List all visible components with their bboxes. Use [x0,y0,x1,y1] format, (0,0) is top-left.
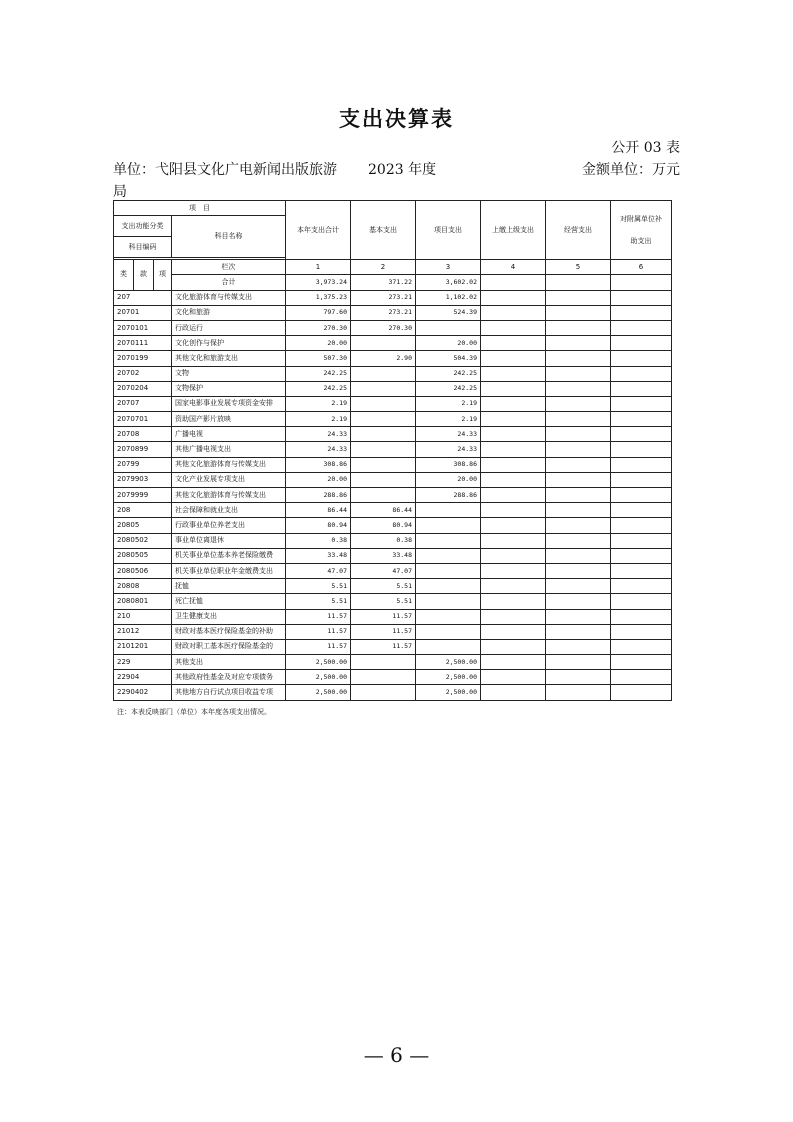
amount-cell [351,427,416,442]
amount-cell [481,639,546,654]
amount-cell [481,488,546,503]
amount-cell [351,685,416,700]
amount-cell [546,336,611,351]
subject-name: 抚恤 [172,579,286,594]
amount-cell [611,457,672,472]
table-row [114,305,672,320]
subject-name: 文化旅游体育与传媒支出 [172,290,286,305]
amount-cell [611,518,672,533]
amount-cell: 47.07 [286,563,351,578]
col-header-project: 项目支出 [416,201,481,260]
subject-name: 文物保护 [172,381,286,396]
amount-cell [416,548,481,563]
col-header-basic: 基本支出 [351,201,416,260]
subject-name: 财政对职工基本医疗保险基金的 [172,639,286,654]
amount-cell: 288.86 [416,488,481,503]
subject-name: 文物 [172,366,286,381]
amount-cell [611,639,672,654]
subject-name: 社会保障和就业支出 [172,503,286,518]
subject-name: 其他文化旅游体育与传媒支出 [172,457,286,472]
amount-cell: 33.48 [286,548,351,563]
subject-name: 财政对基本医疗保险基金的补助 [172,624,286,639]
amount-cell [416,503,481,518]
amount-cell: 242.25 [416,366,481,381]
subject-name: 文化产业发展专项支出 [172,472,286,487]
amount-cell [481,594,546,609]
amount-cell [481,366,546,381]
table-row [114,488,672,503]
amount-cell [546,381,611,396]
amount-cell [546,655,611,670]
amount-cell: 2.19 [416,412,481,427]
form-number: 公开 03 表 [611,140,680,156]
subject-name: 国家电影事业发展专项资金安排 [172,396,286,411]
amount-cell: 11.57 [351,624,416,639]
amount-cell: 86.44 [286,503,351,518]
amount-cell [481,396,546,411]
amount-cell [611,594,672,609]
subject-code: 2079999 [114,488,172,503]
amount-cell [546,457,611,472]
col-header-subsidiary-line1: 对附属单位补 [620,215,662,224]
amount-cell: 797.60 [286,305,351,320]
subject-code: 229 [114,655,172,670]
subject-code: 2290402 [114,685,172,700]
amount-cell: 2.19 [416,396,481,411]
table-row [114,396,672,411]
amount-cell [546,579,611,594]
amount-cell [416,563,481,578]
table-row [114,518,672,533]
amount-cell [416,609,481,624]
amount-cell: 24.33 [416,442,481,457]
amount-cell: 47.07 [351,563,416,578]
amount-cell [481,533,546,548]
subject-name: 机关事业单位基本养老保险缴费 [172,548,286,563]
amount-cell [351,472,416,487]
subject-code: 208 [114,503,172,518]
total-value: 3,602.02 [416,275,481,290]
table-row [114,366,672,381]
subject-name: 其他支出 [172,655,286,670]
amount-cell [351,381,416,396]
amount-cell [481,457,546,472]
col-number: 3 [416,260,481,275]
page-number: — 6 — [363,1043,430,1067]
subject-code: 2070111 [114,336,172,351]
amount-cell [611,351,672,366]
amount-cell [481,503,546,518]
amount-cell: 308.86 [286,457,351,472]
sub-header-category: 类 [114,260,134,290]
amount-cell [481,563,546,578]
amount-cell [546,533,611,548]
subject-code: 20805 [114,518,172,533]
amount-cell [546,670,611,685]
col-number: 1 [286,260,351,275]
amount-cell [611,320,672,335]
amount-cell: 270.30 [351,320,416,335]
code-header-1: 支出功能分类 [114,216,172,237]
amount-cell [351,396,416,411]
col-header-subsidiary-line2: 助支出 [630,237,652,246]
amount-cell [416,533,481,548]
amount-cell [611,472,672,487]
total-value: 371.22 [351,275,416,290]
amount-cell [546,609,611,624]
amount-cell: 273.21 [351,305,416,320]
amount-cell [546,685,611,700]
table-row [114,624,672,639]
amount-cell [546,427,611,442]
amount-cell [611,442,672,457]
amount-cell [546,518,611,533]
amount-cell [546,548,611,563]
amount-cell [611,290,672,305]
subject-code: 2070101 [114,320,172,335]
amount-cell: 242.25 [286,381,351,396]
amount-cell [416,518,481,533]
subject-name: 行政运行 [172,320,286,335]
page-title: 支出决算表 [339,107,454,131]
subject-name: 其他地方自行试点项目收益专项 [172,685,286,700]
amount-cell: 5.51 [351,579,416,594]
table-row [114,594,672,609]
amount-cell: 242.25 [416,381,481,396]
subject-code: 21012 [114,624,172,639]
table-row [114,427,672,442]
table-row [114,563,672,578]
table-row [114,533,672,548]
unit-label: 单位：弋阳县文化广电新闻出版旅游局 [113,162,337,200]
amount-cell [351,336,416,351]
amount-cell [481,290,546,305]
col-number: 4 [481,260,546,275]
table-row [114,336,672,351]
amount-cell [546,624,611,639]
col-number: 5 [546,260,611,275]
amount-cell [546,351,611,366]
amount-cell: 11.57 [286,624,351,639]
sub-header-section: 款 [134,260,154,290]
table-row [114,381,672,396]
col-number: 6 [611,260,672,275]
subject-code: 20708 [114,427,172,442]
table-row [114,472,672,487]
amount-cell [416,579,481,594]
amount-cell: 24.33 [286,442,351,457]
amount-cell [611,624,672,639]
amount-cell [481,685,546,700]
amount-cell: 24.33 [286,427,351,442]
table-row [114,503,672,518]
sub-header-item: 项 [154,260,172,290]
subject-code: 20808 [114,579,172,594]
subject-code: 20707 [114,396,172,411]
subject-name: 资助国产影片放映 [172,412,286,427]
subject-code: 2101201 [114,639,172,654]
amount-cell [611,655,672,670]
col-header-total: 本年支出合计 [286,201,351,260]
col-header-subsidiary [611,201,672,260]
amount-cell: 2.19 [286,396,351,411]
amount-cell: 5.51 [286,594,351,609]
total-value: 3,973.24 [286,275,351,290]
amount-cell [611,503,672,518]
amount-cell [481,427,546,442]
col-number: 2 [351,260,416,275]
amount-cell [351,412,416,427]
amount-cell: 11.57 [286,609,351,624]
table-row [114,685,672,700]
expenditure-table [113,200,672,701]
header-row-item [114,201,672,216]
amount-cell [546,563,611,578]
table-row [114,548,672,563]
subject-code: 2080502 [114,533,172,548]
amount-cell [416,624,481,639]
amount-cell [481,472,546,487]
subject-name: 文化创作与保护 [172,336,286,351]
amount-cell: 2,500.00 [416,670,481,685]
subject-code: 2070899 [114,442,172,457]
subject-name: 其他广播电视支出 [172,442,286,457]
amount-cell [481,518,546,533]
subject-code: 2080506 [114,563,172,578]
table-row [114,639,672,654]
subject-code: 20799 [114,457,172,472]
amount-cell: 308.86 [416,457,481,472]
subject-name: 其他政府性基金及对应专项债务 [172,670,286,685]
amount-cell [351,366,416,381]
row-index-label: 栏次 [172,260,286,275]
amount-cell [611,609,672,624]
amount-cell [481,412,546,427]
amount-cell: 20.00 [286,336,351,351]
amount-cell [611,336,672,351]
amount-cell: 0.38 [286,533,351,548]
amount-cell [351,670,416,685]
amount-cell [546,503,611,518]
amount-cell [611,548,672,563]
amount-cell: 20.00 [416,472,481,487]
column-number-row [114,260,672,275]
amount-cell [481,548,546,563]
amount-cell [481,609,546,624]
amount-cell [611,396,672,411]
amount-cell: 270.30 [286,320,351,335]
amount-cell: 24.33 [416,427,481,442]
subject-code: 2080801 [114,594,172,609]
col-header-remit: 上缴上级支出 [481,201,546,260]
subject-name: 广播电视 [172,427,286,442]
amount-cell [546,305,611,320]
table-row [114,442,672,457]
name-header: 科目名称 [172,216,286,258]
amount-cell [481,579,546,594]
subject-code: 210 [114,609,172,624]
amount-cell [351,488,416,503]
amount-cell [611,533,672,548]
amount-cell [481,670,546,685]
total-label: 合计 [172,275,286,290]
total-value [481,275,546,290]
table-row [114,412,672,427]
table-note: 注：本表反映部门（单位）本年度各项支出情况。 [117,708,271,716]
amount-cell [546,396,611,411]
amount-cell: 5.51 [286,579,351,594]
amount-cell [351,457,416,472]
subject-name: 机关事业单位职业年金缴费支出 [172,563,286,578]
amount-cell: 288.86 [286,488,351,503]
amount-cell [481,624,546,639]
amount-cell [611,305,672,320]
amount-cell [611,579,672,594]
amount-cell: 504.39 [416,351,481,366]
amount-cell [546,442,611,457]
col-header-operating: 经营支出 [546,201,611,260]
total-value [546,275,611,290]
subject-name: 事业单位离退休 [172,533,286,548]
amount-cell: 2,500.00 [416,655,481,670]
amount-cell [611,366,672,381]
amount-cell: 2,500.00 [416,685,481,700]
subject-name: 行政事业单位养老支出 [172,518,286,533]
table-row [114,351,672,366]
amount-cell [546,639,611,654]
amount-cell: 20.00 [416,336,481,351]
table-row [114,609,672,624]
total-value [611,275,672,290]
table-row [114,457,672,472]
amount-cell [481,381,546,396]
fiscal-year: 2023 年度 [368,162,437,178]
amount-cell: 20.00 [286,472,351,487]
amount-cell [546,320,611,335]
amount-cell [416,639,481,654]
amount-cell: 80.94 [351,518,416,533]
subject-name: 死亡抚恤 [172,594,286,609]
amount-cell [546,488,611,503]
amount-cell [416,320,481,335]
amount-cell [481,305,546,320]
amount-cell: 86.44 [351,503,416,518]
amount-cell: 5.51 [351,594,416,609]
amount-cell [481,336,546,351]
amount-cell [611,685,672,700]
amount-cell [481,320,546,335]
subject-code: 20701 [114,305,172,320]
table-row [114,670,672,685]
amount-cell: 273.21 [351,290,416,305]
subject-code: 2070199 [114,351,172,366]
subject-code: 20702 [114,366,172,381]
amount-cell: 507.30 [286,351,351,366]
amount-cell [546,366,611,381]
amount-cell: 524.39 [416,305,481,320]
amount-cell [481,442,546,457]
subject-name: 其他文化和旅游支出 [172,351,286,366]
money-unit: 金额单位：万元 [582,162,680,178]
amount-cell: 1,102.02 [416,290,481,305]
table-row [114,655,672,670]
amount-cell [481,655,546,670]
amount-cell [546,290,611,305]
item-header: 项 目 [114,201,286,216]
table-row [114,290,672,305]
subject-name: 文化和旅游 [172,305,286,320]
amount-cell: 80.94 [286,518,351,533]
amount-cell [546,412,611,427]
amount-cell [351,442,416,457]
amount-cell [481,351,546,366]
subject-name: 其他文化旅游体育与传媒支出 [172,488,286,503]
subject-code: 2070204 [114,381,172,396]
amount-cell [611,412,672,427]
amount-cell [416,594,481,609]
subject-code: 2080505 [114,548,172,563]
amount-cell [611,670,672,685]
code-header-2: 科目编码 [114,237,172,258]
amount-cell [611,381,672,396]
amount-cell: 2,500.00 [286,655,351,670]
amount-cell: 33.48 [351,548,416,563]
amount-cell [546,472,611,487]
amount-cell [611,563,672,578]
amount-cell [611,488,672,503]
amount-cell: 1,375.23 [286,290,351,305]
table-row [114,579,672,594]
amount-cell: 242.25 [286,366,351,381]
amount-cell: 2,500.00 [286,685,351,700]
amount-cell [611,427,672,442]
amount-cell [351,655,416,670]
amount-cell: 11.57 [286,639,351,654]
subject-name: 卫生健康支出 [172,609,286,624]
amount-cell: 2,500.00 [286,670,351,685]
amount-cell: 0.38 [351,533,416,548]
table-row [114,320,672,335]
subject-code: 207 [114,290,172,305]
amount-cell: 11.57 [351,639,416,654]
subject-code: 22904 [114,670,172,685]
total-row [114,275,672,290]
subject-code: 2070701 [114,412,172,427]
amount-cell [546,594,611,609]
subject-code: 2079903 [114,472,172,487]
amount-cell: 11.57 [351,609,416,624]
amount-cell: 2.19 [286,412,351,427]
amount-cell: 2.90 [351,351,416,366]
